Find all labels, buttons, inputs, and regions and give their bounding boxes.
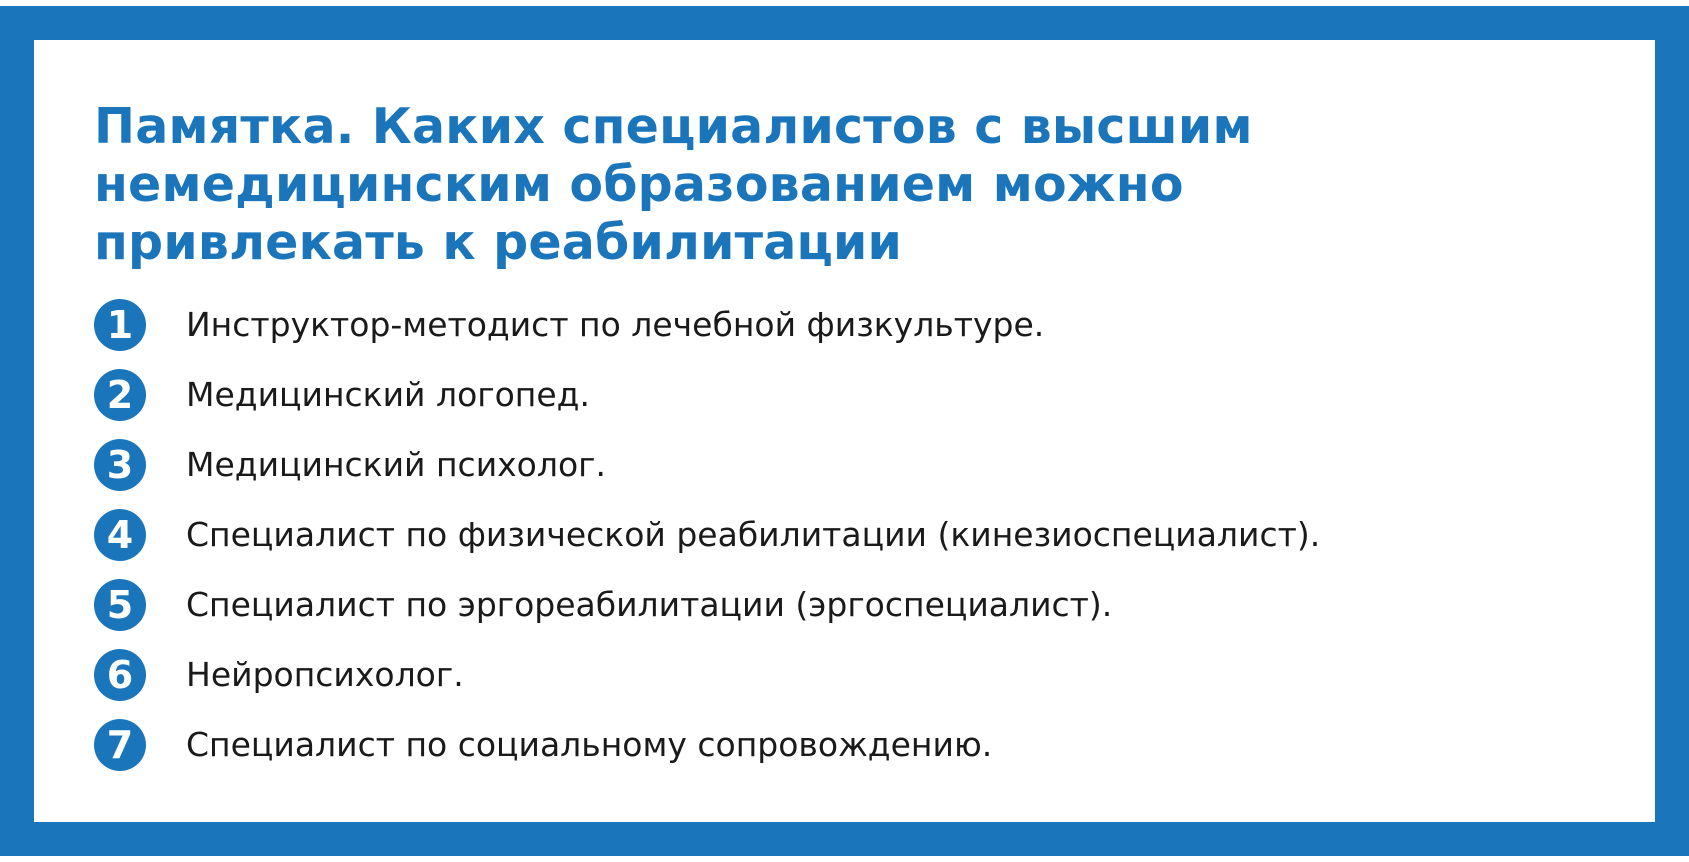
list-item xyxy=(94,710,1655,780)
list-item-text: Специалист по социальному сопровождению. xyxy=(186,725,993,764)
memo-card xyxy=(34,40,1655,822)
list-item-text: Медицинский логопед. xyxy=(186,375,590,414)
list-item-text: Нейропсихолог. xyxy=(186,655,464,694)
list-item xyxy=(94,570,1655,640)
list-item-text: Специалист по физической реабилитации (кинезиоспециалист). xyxy=(186,515,1321,554)
list-item-text: Инструктор-методист по лечебной физкультуре. xyxy=(186,305,1045,344)
list-item xyxy=(94,360,1655,430)
number-badge-2: 2 xyxy=(94,369,146,421)
list-item-text: Медицинский психолог. xyxy=(186,445,606,484)
memo-title: Памятка. Каких специалистов с высшим немедицинским образованием можно привлекать к реабилитации xyxy=(94,98,1253,271)
number-badge-5: 5 xyxy=(94,579,146,631)
specialists-list xyxy=(94,290,1655,780)
list-item-text: Специалист по эргореабилитации (эргоспециалист). xyxy=(186,585,1113,624)
blue-border-frame xyxy=(0,6,1689,856)
number-badge-7: 7 xyxy=(94,719,146,771)
list-item xyxy=(94,430,1655,500)
list-item xyxy=(94,640,1655,710)
list-item xyxy=(94,290,1655,360)
number-badge-3: 3 xyxy=(94,439,146,491)
number-badge-1: 1 xyxy=(94,299,146,351)
list-item xyxy=(94,500,1655,570)
number-badge-6: 6 xyxy=(94,649,146,701)
number-badge-4: 4 xyxy=(94,509,146,561)
